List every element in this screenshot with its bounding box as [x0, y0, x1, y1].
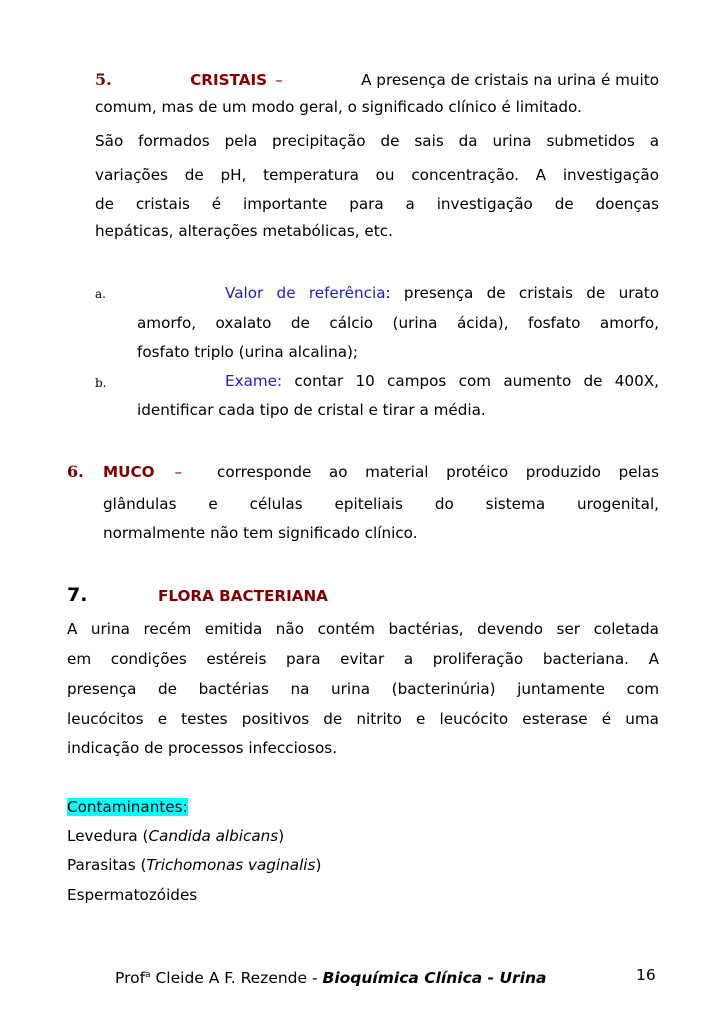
contaminants-heading: Contaminantes:: [67, 798, 188, 816]
sub-b-line-2: identificar cada tipo de cristal e tirar a média.: [137, 401, 486, 419]
item5-heading-group: [190, 70, 283, 90]
item5-line-5: de cristais é importante para a investigação de doenças: [95, 195, 659, 213]
item5-line-2-row: [95, 97, 659, 117]
item7-number: 7.: [67, 584, 88, 606]
footer-author-prefix: Prof: [115, 969, 146, 988]
sub-a-line-3: fosfato triplo (urina alcalina);: [137, 343, 359, 361]
item6-line-1: corresponde ao material protéico produzido pelas: [217, 463, 659, 481]
page-number: 16: [636, 966, 656, 984]
item5-line-1: A presença de cristais na urina é muito: [361, 71, 659, 89]
item6-dash: –: [174, 463, 183, 481]
sub-b-letter: b.: [95, 376, 107, 390]
item5-title: CRISTAIS: [190, 71, 268, 89]
item7-line-4: leucócitos e testes positivos de nitrito e leucócito esterase é uma: [67, 710, 659, 728]
sub-a-text: : presença de cristais de urato: [385, 284, 659, 302]
item6-line-3: normalmente não tem significado clínico.: [103, 524, 418, 542]
contaminant-species: Candida albicans: [148, 827, 279, 845]
item7-line-2: em condições estéreis para evitar a proliferação bacteriana. A: [67, 650, 659, 668]
footer-page-number-row: [636, 965, 656, 985]
item7-line-4-row: [67, 709, 659, 729]
sub-b-first-line: [225, 371, 659, 391]
item7-line-5: indicação de processos infecciosos.: [67, 739, 338, 757]
item7-line-3-row: [67, 679, 659, 699]
contaminant-suffix: ): [278, 827, 285, 845]
item7-line-1-row: [67, 619, 659, 639]
item7-line-2-row: [67, 649, 659, 669]
contaminant-prefix: Espermatozóides: [67, 886, 198, 904]
item5-line-4-row: [95, 165, 659, 185]
sub-a-label: Valor de referência: [225, 284, 386, 302]
contaminant-species: Trichomonas vaginalis: [146, 856, 316, 874]
item7-title: FLORA BACTERIANA: [158, 587, 328, 605]
sub-a-letter-row: [95, 283, 106, 304]
item6-line-3-row: [103, 523, 418, 543]
contaminant-prefix: Levedura (: [67, 827, 149, 845]
contaminant-prefix: Parasitas (: [67, 856, 147, 874]
item6-line-2: glândulas e células epiteliais do sistema urogenital,: [103, 495, 659, 513]
contaminants-heading-row: [67, 797, 188, 817]
item6-first-line: [103, 462, 659, 482]
item5-first-line: [95, 70, 659, 90]
sub-b-letter-row: [95, 372, 107, 393]
sub-a-line-3-row: [137, 342, 358, 362]
item6-title: MUCO: [103, 463, 155, 481]
contaminant-suffix: ): [315, 856, 322, 874]
sub-b-label: Exame:: [225, 372, 283, 390]
item5-line-3-row: [95, 131, 659, 151]
sub-a-letter: a.: [95, 287, 106, 301]
item5-number: 5.: [95, 70, 112, 89]
sub-b-text: contar 10 campos com aumento de 400X,: [282, 372, 659, 390]
contaminant-item: [67, 885, 197, 905]
contaminant-item: [67, 855, 321, 875]
item5-line-6-row: [95, 221, 393, 241]
item7-title-row: [158, 586, 328, 606]
footer-author-rest: Cleide A F. Rezende -: [150, 969, 323, 988]
item7-number-row: [67, 585, 87, 606]
item7-line-3: presença de bactérias na urina (bacterinúria) juntamente com: [67, 680, 659, 698]
footer-author-sup: a: [145, 970, 151, 980]
footer-title: Bioquímica Clínica - Urina: [322, 969, 547, 988]
item6-heading-group: [103, 462, 182, 482]
item6-line-2-row: [103, 494, 659, 514]
sub-a-line-2: amorfo, oxalato de cálcio (urina ácida), fosfato amorfo,: [137, 314, 659, 332]
item5-line-4: variações de pH, temperatura ou concentração. A investigação: [95, 166, 659, 184]
item5-line-5-row: [95, 194, 659, 214]
item5-line-6: hepáticas, alterações metabólicas, etc.: [95, 222, 393, 240]
item6-number: 6.: [67, 462, 84, 481]
footer-author: [115, 965, 547, 988]
sub-a-line-2-row: [137, 313, 659, 333]
item5-dash: –: [275, 71, 283, 89]
item7-line-5-row: [67, 738, 337, 758]
sub-a-first-line: [225, 283, 659, 303]
item7-line-1: A urina recém emitida não contém bactérias, devendo ser coletada: [67, 620, 659, 638]
sub-b-line-2-row: [137, 400, 486, 420]
item5-line-3: São formados pela precipitação de sais da urina submetidos a: [95, 132, 659, 150]
contaminant-item: [67, 826, 284, 846]
item6-number-row: [67, 462, 84, 482]
item5-line-2: comum, mas de um modo geral, o significado clínico é limitado.: [95, 98, 582, 116]
